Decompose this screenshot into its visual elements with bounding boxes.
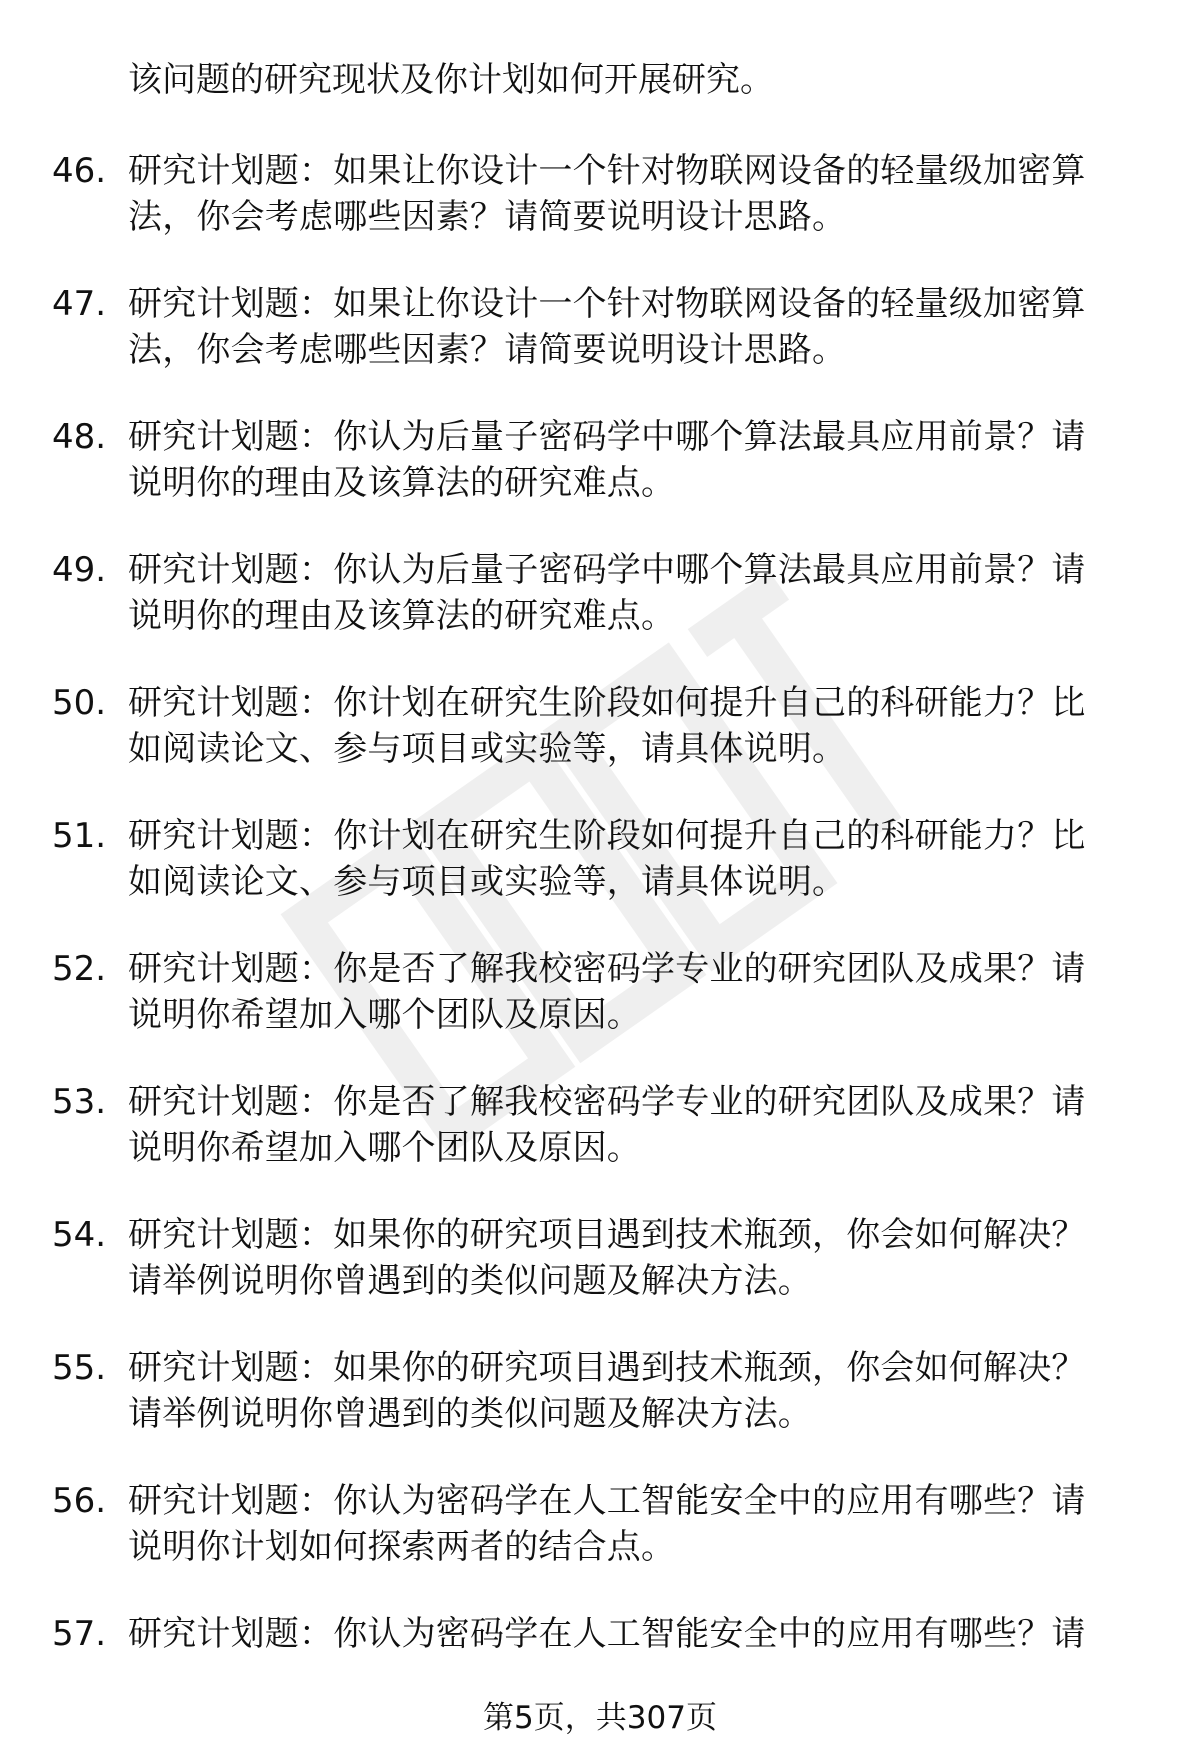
- question-line: 研究计划题：你计划在研究生阶段如何提升自己的科研能力？比: [128, 816, 1086, 856]
- question-text: [128, 946, 1148, 1038]
- question-number: 51.: [52, 816, 107, 856]
- question-number: 53.: [52, 1082, 107, 1122]
- question-item: [0, 946, 1200, 1079]
- question-text: [128, 1212, 1148, 1304]
- question-number: 49.: [52, 550, 107, 590]
- question-number: 47.: [52, 284, 107, 324]
- question-item: [0, 414, 1200, 547]
- question-text: [128, 1345, 1148, 1437]
- question-number: 52.: [52, 949, 107, 989]
- question-number: 50.: [52, 683, 107, 723]
- question-item: [0, 1079, 1200, 1212]
- question-item: [0, 148, 1200, 281]
- question-text: [128, 1079, 1148, 1171]
- question-line: 研究计划题：如果让你设计一个针对物联网设备的轻量级加密算: [128, 284, 1086, 324]
- question-line: 如阅读论文、参与项目或实验等，请具体说明。: [128, 862, 847, 902]
- question-text: [128, 547, 1148, 639]
- question-text: [128, 148, 1148, 240]
- question-line: 说明你的理由及该算法的研究难点。: [128, 463, 676, 503]
- question-line: 说明你希望加入哪个团队及原因。: [128, 1128, 641, 1168]
- question-text: [128, 281, 1148, 373]
- question-list: [0, 148, 1200, 1744]
- question-item: [0, 547, 1200, 680]
- question-number: 48.: [52, 417, 107, 457]
- question-item: [0, 1345, 1200, 1478]
- question-line: 说明你的理由及该算法的研究难点。: [128, 596, 676, 636]
- continuation-text: 该问题的研究现状及你计划如何开展研究。: [128, 60, 774, 100]
- question-line: 请举例说明你曾遇到的类似问题及解决方法。: [128, 1261, 812, 1301]
- question-line: 研究计划题：你认为密码学在人工智能安全中的应用有哪些？请: [128, 1481, 1086, 1521]
- question-line: 研究计划题：如果你的研究项目遇到技术瓶颈，你会如何解决？: [128, 1348, 1086, 1388]
- question-number: 55.: [52, 1348, 107, 1388]
- question-item: [0, 1212, 1200, 1345]
- question-number: 56.: [52, 1481, 107, 1521]
- question-line: 研究计划题：你是否了解我校密码学专业的研究团队及成果？请: [128, 949, 1086, 989]
- question-item: [0, 680, 1200, 813]
- question-line: 如阅读论文、参与项目或实验等，请具体说明。: [128, 729, 847, 769]
- question-text: [128, 1611, 1148, 1657]
- question-line: 说明你计划如何探索两者的结合点。: [128, 1527, 676, 1567]
- question-item: [0, 281, 1200, 414]
- question-line: 研究计划题：你是否了解我校密码学专业的研究团队及成果？请: [128, 1082, 1086, 1122]
- question-line: 研究计划题：如果让你设计一个针对物联网设备的轻量级加密算: [128, 151, 1086, 191]
- question-item: [0, 813, 1200, 946]
- question-text: [128, 1478, 1148, 1570]
- question-line: 研究计划题：你认为后量子密码学中哪个算法最具应用前景？请: [128, 417, 1086, 457]
- question-line: 研究计划题：你认为密码学在人工智能安全中的应用有哪些？请: [128, 1614, 1086, 1654]
- question-line: 研究计划题：如果你的研究项目遇到技术瓶颈，你会如何解决？: [128, 1215, 1086, 1255]
- question-line: 请举例说明你曾遇到的类似问题及解决方法。: [128, 1394, 812, 1434]
- question-number: 57.: [52, 1614, 107, 1654]
- question-number: 46.: [52, 151, 107, 191]
- question-line: 法，你会考虑哪些因素？请简要说明设计思路。: [128, 330, 847, 370]
- page-footer: 第5页，共307页: [483, 1700, 717, 1736]
- question-text: [128, 680, 1148, 772]
- question-item: [0, 1478, 1200, 1611]
- question-line: 说明你希望加入哪个团队及原因。: [128, 995, 641, 1035]
- question-line: 研究计划题：你计划在研究生阶段如何提升自己的科研能力？比: [128, 683, 1086, 723]
- question-text: [128, 813, 1148, 905]
- question-number: 54.: [52, 1215, 107, 1255]
- question-line: 研究计划题：你认为后量子密码学中哪个算法最具应用前景？请: [128, 550, 1086, 590]
- question-line: 法，你会考虑哪些因素？请简要说明设计思路。: [128, 197, 847, 237]
- question-text: [128, 414, 1148, 506]
